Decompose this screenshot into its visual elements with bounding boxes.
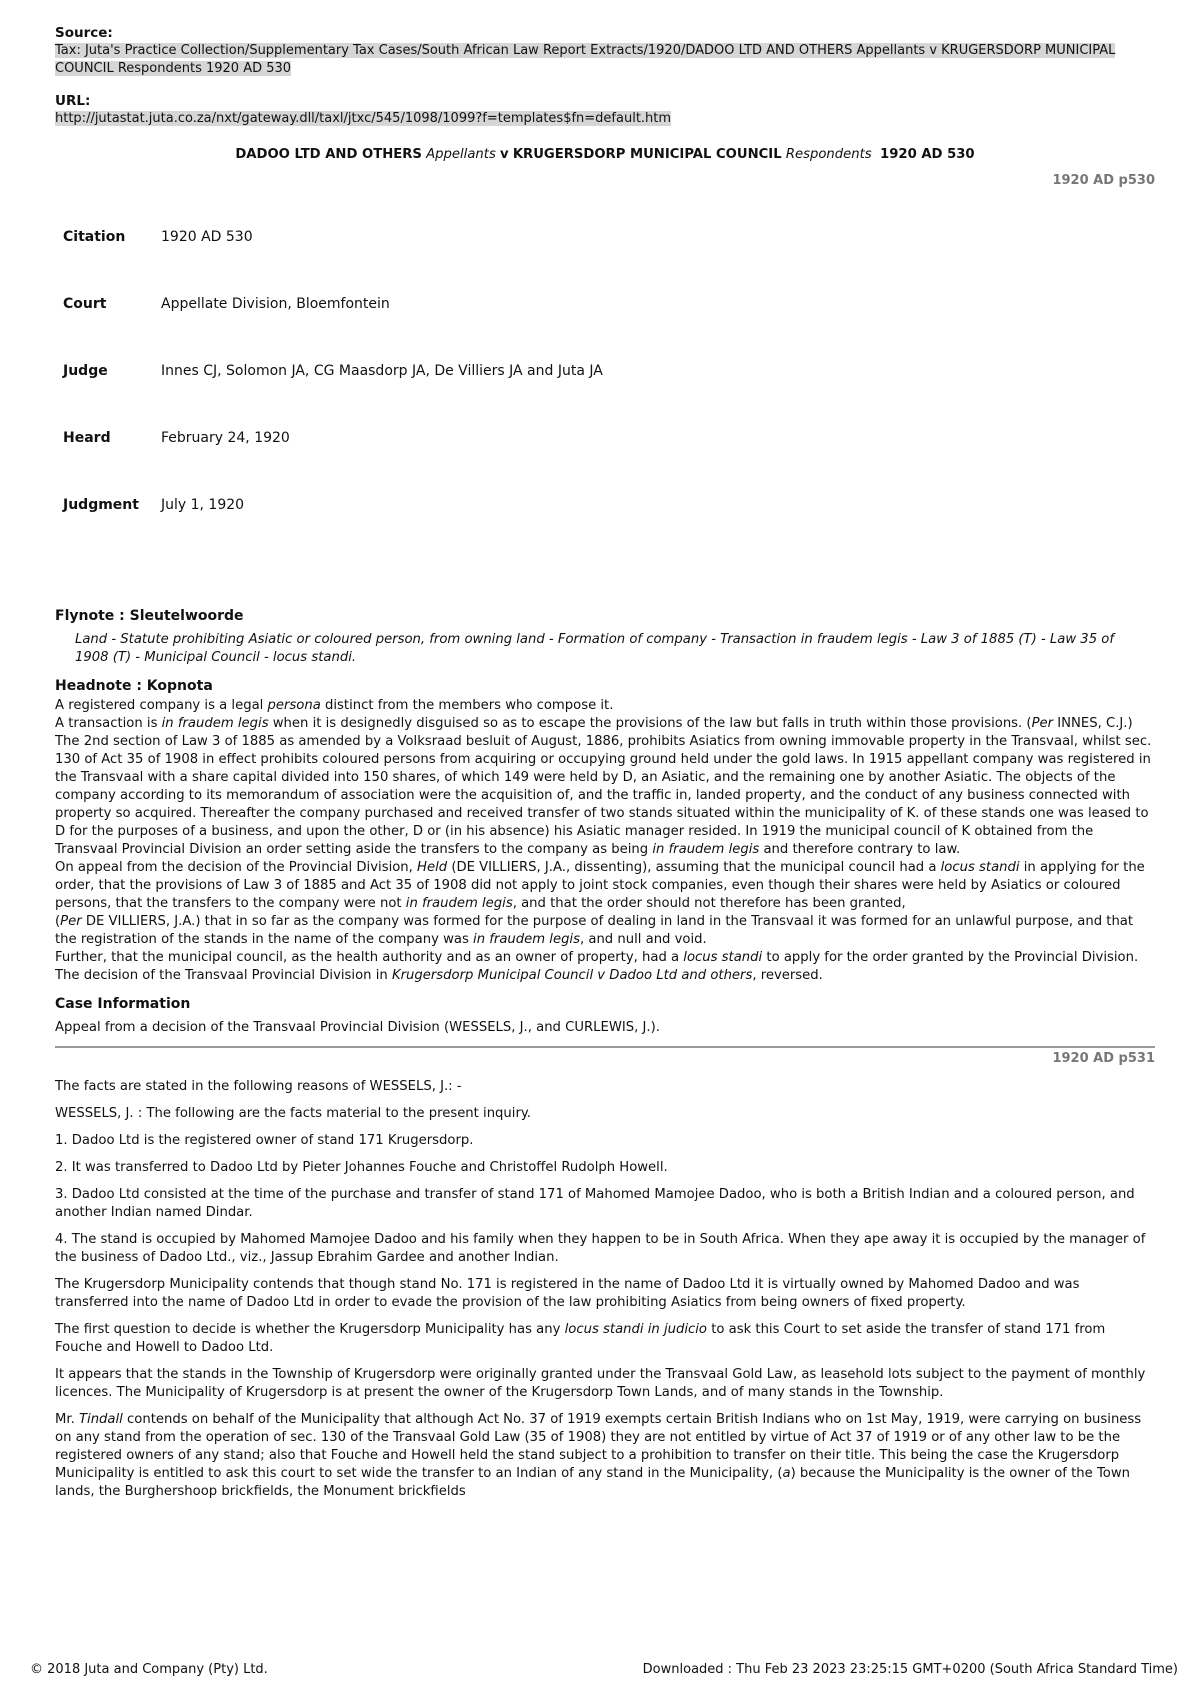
- meta-row-heard: [63, 419, 603, 486]
- case-citation: 1920 AD 530: [880, 147, 975, 162]
- meta-value: July 1, 1920: [161, 497, 245, 513]
- meta-value: Appellate Division, Bloemfontein: [161, 296, 390, 312]
- headnote-heading: Headnote : Kopnota: [55, 678, 213, 694]
- source-path: Tax: Juta's Practice Collection/Supplementary Tax Cases/South African Law Report Extracts/1920/DADOO LTD AND OTHERS Appellants v KRUGERSDORP MUNICIPAL COUNCIL Respondents 1920 AD 530: [55, 43, 1116, 76]
- flynote-heading: Flynote : Sleutelwoorde: [55, 608, 244, 624]
- case-versus: v: [500, 147, 509, 162]
- body-paragraph: The Krugersdorp Municipality contends that though stand No. 171 is registered in the name of Dadoo Ltd it is virtually owned by Mahomed Dadoo and was transferred into the name of Dadoo Ltd in order to evade the provision of the law prohibiting Asiatics from being owners of fixed property.: [55, 1277, 1080, 1310]
- headnote-paragraph: A registered company is a legal persona distinct from the members who compose it.: [55, 698, 614, 713]
- body-paragraph: 3. Dadoo Ltd consisted at the time of the purchase and transfer of stand 171 of Mahomed Mamojee Dadoo, who is both a British Indian and a coloured person, and another Indian named Dindar.: [55, 1187, 1135, 1220]
- page-ref: 1920 AD p531: [1052, 1051, 1155, 1066]
- headnote-body: [55, 697, 1155, 985]
- body-paragraph: WESSELS, J. : The following are the facts material to the present inquiry.: [55, 1106, 531, 1121]
- body-paragraph: It appears that the stands in the Township of Krugersdorp were originally granted under the Transvaal Gold Law, as leasehold lots subject to the payment of monthly licences. The Municipality of Krugersdorp is at present the owner of the Krugersdorp Town Lands, and of many stands in the Township.: [55, 1367, 1146, 1400]
- case-info-heading: Case Information: [55, 996, 191, 1012]
- case-title: [55, 146, 1155, 164]
- case-party-respondent: KRUGERSDORP MUNICIPAL COUNCIL: [512, 147, 782, 162]
- meta-row-judgment: [63, 486, 603, 553]
- body-paragraph: 2. It was transferred to Dadoo Ltd by Pieter Johannes Fouche and Christoffel Rudolph Howell.: [55, 1160, 668, 1175]
- judgment-body: [55, 1078, 1155, 1501]
- meta-key: Heard: [63, 430, 111, 446]
- source-block: [55, 24, 1155, 78]
- headnote-paragraph: (Per DE VILLIERS, J.A.) that in so far as the company was formed for the purpose of dealing in land in the Transvaal it was formed for an unlawful purpose, and that the registration of the stands in the name of the company was in fraudem legis, and null and void.: [55, 914, 1134, 947]
- meta-value: February 24, 1920: [161, 430, 290, 446]
- case-role-appellant: Appellants: [426, 147, 496, 162]
- meta-key: Judge: [63, 363, 108, 379]
- body-paragraph: The first question to decide is whether the Krugersdorp Municipality has any locus standi in judicio to ask this Court to set aside the transfer of stand 171 from Fouche and Howell to Dadoo Ltd.: [55, 1322, 1106, 1355]
- meta-key: Court: [63, 296, 107, 312]
- footer-downloaded: Downloaded : Thu Feb 23 2023 23:25:15 GMT+0200 (South Africa Standard Time): [642, 1662, 1178, 1677]
- case-info-text: Appeal from a decision of the Transvaal Provincial Division (WESSELS, J., and CURLEWIS, J.).: [55, 1020, 660, 1035]
- source-label: Source:: [55, 25, 113, 41]
- footer-copyright: © 2018 Juta and Company (Pty) Ltd.: [30, 1662, 268, 1677]
- headnote-paragraph: A transaction is in fraudem legis when it is designedly disguised so as to escape the provisions of the law but falls in truth within those provisions. (Per INNES, C.J.): [55, 716, 1133, 731]
- headnote-paragraph: On appeal from the decision of the Provincial Division, Held (DE VILLIERS, J.A., dissenting), assuming that the municipal council had a locus standi in applying for the order, that the provisions of Law 3 of 1885 and Act 35 of 1908 did not apply to joint stock companies, even though their shares were held by Asiatics or coloured persons, that the transfers to the company were not in fraudem legis, and that the order should not therefore has been granted,: [55, 860, 1145, 911]
- page-ref: 1920 AD p530: [1052, 173, 1155, 188]
- body-paragraph: 1. Dadoo Ltd is the registered owner of stand 171 Krugersdorp.: [55, 1133, 474, 1148]
- headnote-paragraph: Further, that the municipal council, as the health authority and as an owner of property, had a locus standi to apply for the order granted by the Provincial Division.: [55, 950, 1139, 965]
- meta-row-judge: [63, 352, 603, 419]
- document-page: [55, 24, 1155, 1510]
- meta-row-court: [63, 285, 603, 352]
- body-paragraph: Mr. Tindall contends on behalf of the Municipality that although Act No. 37 of 1919 exempts certain British Indians who on 1st May, 1919, were carrying on business on any stand from the operation of sec. 130 of the Transvaal Gold Law (35 of 1908) they are not entitled by virtue of Act 37 of 1919 or of any other law to be the registered owners of any stand; also that Fouche and Howell held the stand subject to a prohibition to transfer on their title. This being the case the Krugersdorp Municipality is entitled to ask this court to set wide the transfer to an Indian of any stand in the Municipality, (a) because the Municipality is the owner of the Town lands, the Burghershoop brickfields, the Monument brickfields: [55, 1412, 1142, 1499]
- meta-key: Judgment: [63, 497, 139, 513]
- body-paragraph: 4. The stand is occupied by Mahomed Mamojee Dadoo and his family when they happen to be in South Africa. When they ape away it is occupied by the manager of the business of Dadoo Ltd., viz., Jassup Ebrahim Gardee and another Indian.: [55, 1232, 1146, 1265]
- case-role-respondent: Respondents: [785, 147, 872, 162]
- section-divider: [55, 1046, 1155, 1048]
- url-link[interactable]: http://jutastat.juta.co.za/nxt/gateway.dll/taxl/jtxc/545/1098/1099?f=templates$fn=default.htm: [55, 111, 672, 126]
- meta-value: Innes CJ, Solomon JA, CG Maasdorp JA, De Villiers JA and Juta JA: [161, 363, 603, 379]
- url-block: [55, 92, 1155, 128]
- headnote-paragraph: The decision of the Transvaal Provincial Division in Krugersdorp Municipal Council v Dadoo Ltd and others, reversed.: [55, 968, 823, 983]
- headnote-paragraph: The 2nd section of Law 3 of 1885 as amended by a Volksraad besluit of August, 1886, prohibits Asiatics from owning immovable property in the Transvaal, whilst sec. 130 of Act 35 of 1908 in effect prohibits coloured persons from acquiring or occupying ground held under the gold laws. In 1915 appellant company was registered in the Transvaal with a share capital divided into 150 shares, of which 149 were held by D, an Asiatic, and the remaining one by another Asiatic. The objects of the company according to its memorandum of association were the acquisition of, and the traffic in, landed property, and the conduct of any business connected with property so acquired. Thereafter the company purchased and received transfer of two stands situated within the municipality of K. of these stands one was leased to D for the purposes of a business, and upon the other, D or (in his absence) his Asiatic manager resided. In 1919 the municipal council of K obtained from the Transvaal Provincial Division an order setting aside the transfers to the company as being in fraudem legis and therefore contrary to law.: [55, 734, 1152, 857]
- case-meta-table: [63, 218, 603, 553]
- meta-value: 1920 AD 530: [161, 229, 253, 245]
- url-label: URL:: [55, 93, 91, 109]
- case-party-appellant: DADOO LTD AND OTHERS: [235, 147, 422, 162]
- meta-row-citation: [63, 218, 603, 285]
- body-paragraph: The facts are stated in the following reasons of WESSELS, J.: -: [55, 1079, 462, 1094]
- meta-key: Citation: [63, 229, 126, 245]
- flynote-text: Land - Statute prohibiting Asiatic or coloured person, from owning land - Formation of company - Transaction in fraudem legis - Law 3 of 1885 (T) - Law 35 of 1908 (T) - Municipal Council - locus standi.: [75, 632, 1114, 665]
